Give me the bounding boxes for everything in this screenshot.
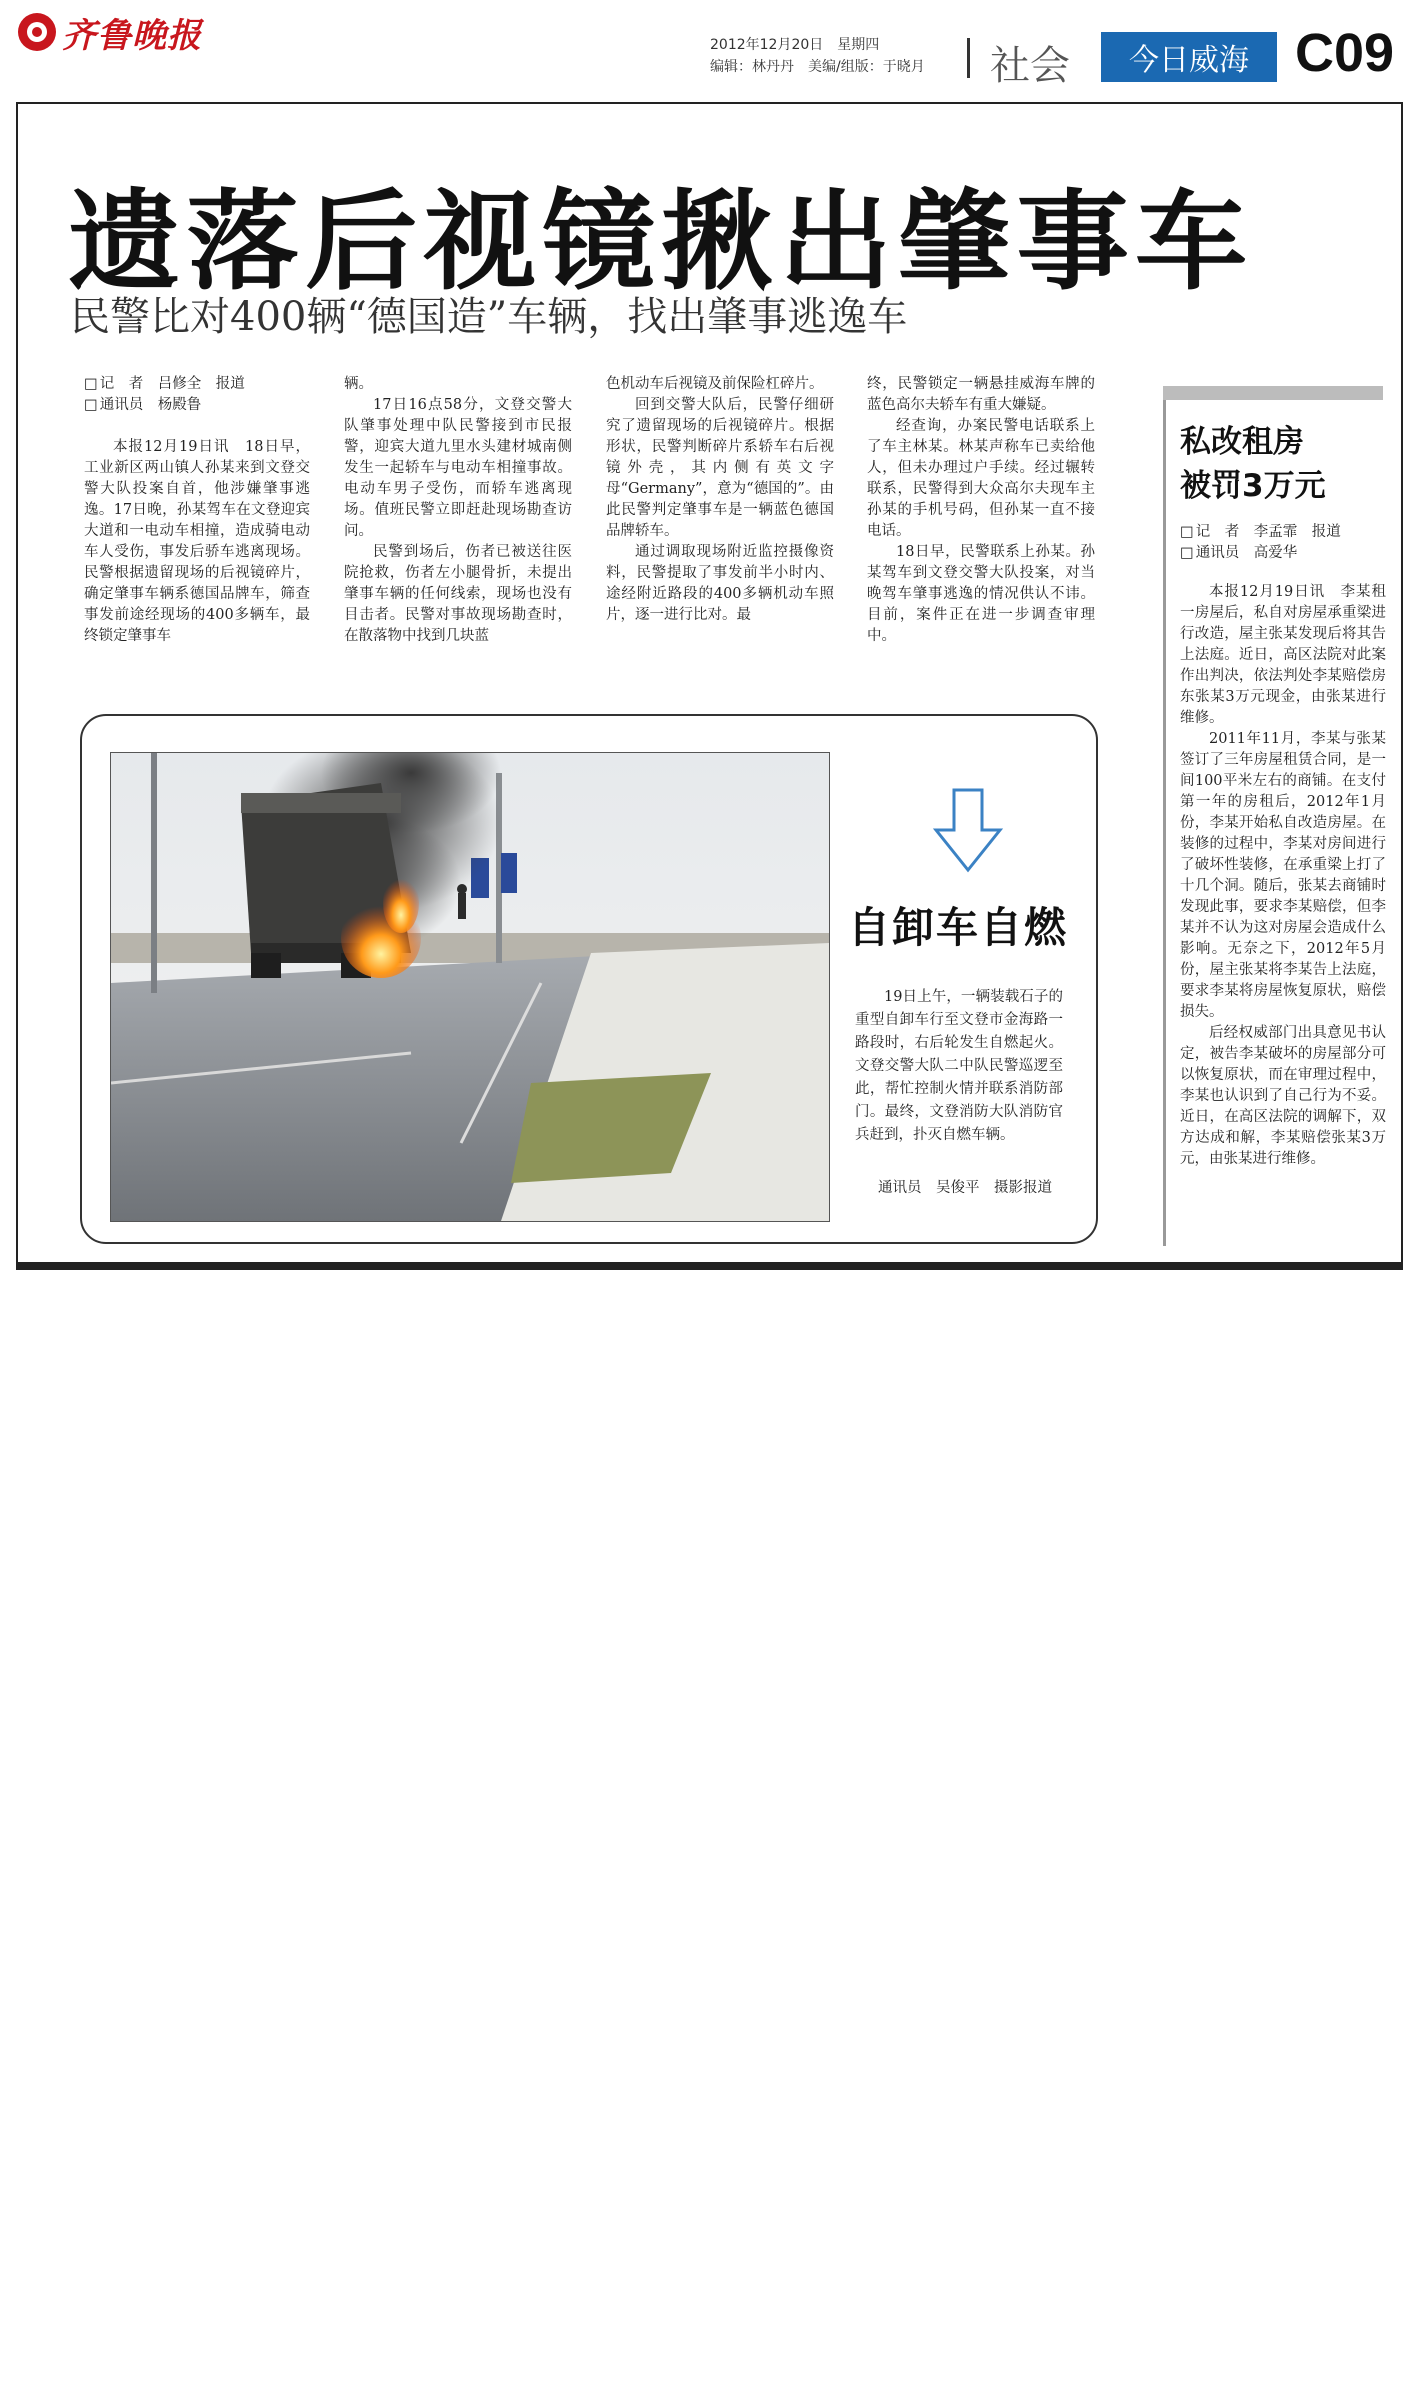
paragraph: 通过调取现场附近监控摄像资料，民警提取了事发前半小时内、途经附近路段的400多辆机动车照片，逐一进行比对。最	[606, 544, 834, 623]
headline: 遗落后视镜揪出肇事车	[68, 180, 1254, 305]
photo-story-title: 自卸车自燃	[848, 903, 1069, 952]
down-arrow-icon	[932, 786, 1004, 874]
burning-truck-photo	[110, 752, 830, 1222]
paragraph: 2011年11月，李某与张某签订了三年房屋租赁合同，是一间100平米左右的商铺。在支付第一年的房租后，2012年1月份，李某开始私自改造房屋。在装修的过程中，李某对房间进行了破坏性装修，在承重梁上打了十几个洞。随后，张某去商铺时发现此事，要求李某赔偿，但李某并不认为这对房屋会造成什么影响。无奈之下，2012年5月份，屋主张某将李某告上法庭，要求李某将房屋恢复原状，赔偿损失。	[1180, 731, 1386, 1020]
story-column-3	[606, 374, 834, 626]
paragraph: 本报12月19日讯 18日早，工业新区两山镇人孙某来到文登交警大队投案自首，他涉嫌肇事逃逸。17日晚，孙某驾车在文登迎宾大道和一电动车相撞，造成骑电动车人受伤，事发后骄车逃离现场。民警根据遗留现场的后视镜碎片，确定肇事车辆系德国品牌车，筛查事发前途经现场的400多辆车，最终锁定肇事车	[84, 439, 310, 644]
paragraph: 本报12月19日讯 李某租一房屋后，私自对房屋承重梁进行改造，屋主张某发现后将其告上法庭。近日，高区法院对此案作出判决，依法判处李某赔偿房东张某3万元现金，由张某进行维修。	[1180, 584, 1386, 726]
paragraph: 民警到场后，伤者已被送往医院抢救，伤者左小腿骨折，未提出肇事车辆的任何线索，现场也没有目击者。民警对事故现场勘查时，在散落物中找到几块蓝	[344, 544, 572, 644]
byline-correspondent: □ 通讯员 高爱华	[1180, 543, 1341, 564]
editors-line: 编辑：林丹丹 美编/组版：于晓月	[710, 59, 925, 75]
paragraph: 17日16点58分，文登交警大队肇事处理中队民警接到市民报警，迎宾大道九里水头建材城南侧发生一起轿车与电动车相撞事故。电动车男子受伤，而轿车逃离现场。值班民警立即赶赴现场勘查访问。	[344, 397, 572, 539]
photo-credit: 通讯员 吴俊平 摄影报道	[878, 1180, 1052, 1196]
logo-emblem-icon	[18, 13, 56, 51]
newspaper-logo	[18, 10, 202, 54]
side-title-line-2: 被罚3万元	[1180, 468, 1326, 504]
main-byline	[84, 374, 245, 416]
paragraph: 19日上午，一辆装载石子的重型自卸车行至文登市金海路一路段时，右后轮发生自燃起火。文登交警大队二中队民警巡逻至此，帮忙控制火情并联系消防部门。最终，文登消防大队消防官兵赶到，扑灭自燃车辆。	[855, 989, 1063, 1143]
side-byline	[1180, 522, 1341, 564]
side-title-line-1: 私改租房	[1180, 424, 1304, 460]
column-tag: 今日威海	[1101, 32, 1277, 82]
paragraph: 回到交警大队后，民警仔细研究了遗留现场的后视镜碎片。根据形状，民警判断碎片系轿车右后视镜外壳，其内侧有英文字母“Germany”，意为“德国的”。由此民警判定肇事车是一辆蓝色德国品牌轿车。	[606, 397, 834, 539]
page-number: C09	[1295, 23, 1395, 83]
story-column-4	[867, 374, 1095, 647]
byline-reporter: □ 记 者 吕修全 报道	[84, 374, 245, 395]
section-name: 社会	[990, 43, 1070, 89]
paragraph: 辆。	[344, 376, 373, 392]
paragraph: 18日早，民警联系上孙某。孙某驾车到文登交警大队投案，对当晚驾车肇事逃逸的情况供认不讳。目前，案件正在进一步调查审理中。	[867, 544, 1095, 644]
logo-text: 齐鲁晚报	[62, 15, 202, 56]
story-column-1	[84, 437, 310, 647]
paragraph: 经查询，办案民警电话联系上了车主林某。林某声称车已卖给他人，但未办理过户手续。经过辗转联系，民警得到大众高尔夫现车主孙某的手机号码，但孙某一直不接电话。	[867, 418, 1095, 539]
side-story-left-rule	[1163, 400, 1166, 1246]
byline-correspondent: □ 通讯员 杨殿鲁	[84, 395, 245, 416]
frame-bottom-rule	[16, 1262, 1403, 1270]
subheadline: 民警比对400辆“德国造”车辆，找出肇事逃逸车	[70, 294, 908, 340]
side-story-title	[1180, 420, 1326, 508]
issue-meta	[710, 34, 925, 78]
byline-reporter: □ 记 者 李孟霏 报道	[1180, 522, 1341, 543]
story-column-2	[344, 374, 572, 647]
side-story-body	[1180, 582, 1386, 1170]
date-line: 2012年12月20日 星期四	[710, 37, 880, 53]
paragraph: 终，民警锁定一辆悬挂威海车牌的蓝色高尔夫轿车有重大嫌疑。	[867, 376, 1095, 413]
photo-illustration	[111, 753, 829, 1221]
header-divider	[967, 38, 970, 78]
paragraph: 色机动车后视镜及前保险杠碎片。	[606, 376, 824, 392]
paragraph: 后经权威部门出具意见书认定，被告李某破坏的房屋部分可以恢复原状，而在审理过程中，李某也认识到了自己行为不妥。近日，在高区法院的调解下，双方达成和解，李某赔偿张某3万元，由张某进行维修。	[1180, 1025, 1386, 1167]
photo-story-text	[855, 986, 1063, 1147]
side-story-top-bar	[1163, 386, 1383, 400]
